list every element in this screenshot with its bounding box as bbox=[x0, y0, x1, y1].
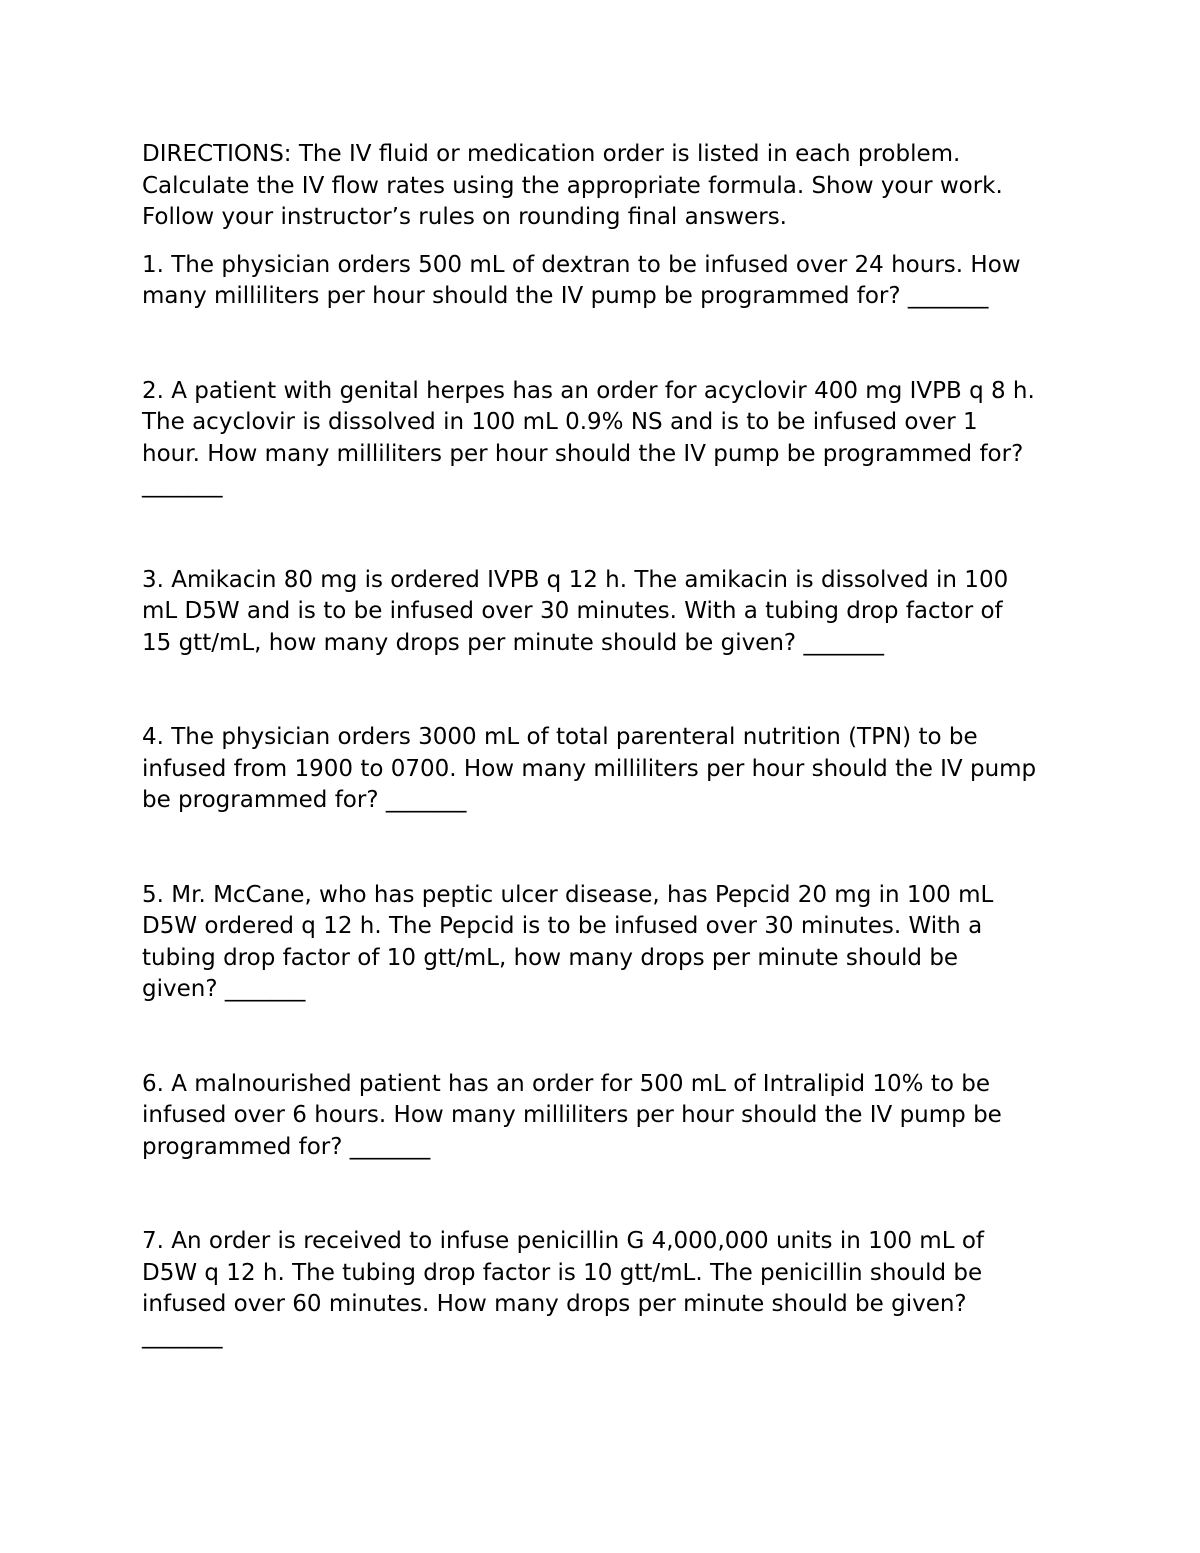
problem-line: hour. How many milliliters per hour should the IV pump be programmed for? bbox=[142, 440, 1024, 467]
problem-line: 1. The physician orders 500 mL of dextran to be infused over 24 hours. How bbox=[142, 251, 1021, 278]
problem-line: be programmed for? _______ bbox=[142, 787, 467, 813]
problem-line: 2. A patient with genital herpes has an order for acyclovir 400 mg IVPB q 8 h. bbox=[142, 377, 1035, 404]
answer-space bbox=[142, 1163, 1072, 1226]
directions-line: Follow your instructor’s rules on rounding final answers. bbox=[142, 204, 787, 230]
problem-7 bbox=[142, 1226, 1072, 1352]
problem-line: 7. An order is received to infuse penicillin G 4,000,000 units in 100 mL of bbox=[142, 1228, 985, 1254]
answer-blank: _______ bbox=[142, 472, 223, 498]
answer-space bbox=[142, 313, 1072, 376]
problem-line: The acyclovir is dissolved in 100 mL 0.9% NS and is to be infused over 1 bbox=[142, 409, 978, 435]
problem-4 bbox=[142, 722, 1072, 817]
problem-line: 15 gtt/mL, how many drops per minute should be given? _______ bbox=[142, 629, 884, 656]
problem-1 bbox=[142, 250, 1072, 313]
problem-6 bbox=[142, 1069, 1072, 1164]
problem-line: 5. Mr. McCane, who has peptic ulcer disease, has Pepcid 20 mg in 100 mL bbox=[142, 881, 994, 908]
directions-paragraph bbox=[142, 139, 1072, 234]
problem-line: infused over 60 minutes. How many drops per minute should be given? bbox=[142, 1291, 967, 1317]
answer-space bbox=[142, 659, 1072, 722]
answer-space bbox=[142, 817, 1072, 880]
problem-line: mL D5W and is to be infused over 30 minutes. With a tubing drop factor of bbox=[142, 598, 1003, 624]
problem-line: 4. The physician orders 3000 mL of total parenteral nutrition (TPN) to be bbox=[142, 724, 978, 750]
problem-line: tubing drop factor of 10 gtt/mL, how many drops per minute should be bbox=[142, 944, 959, 971]
document-body bbox=[142, 139, 1072, 1352]
problem-line: programmed for? _______ bbox=[142, 1133, 431, 1160]
problem-5 bbox=[142, 880, 1072, 1006]
problem-3 bbox=[142, 565, 1072, 660]
problem-line: D5W q 12 h. The tubing drop factor is 10 gtt/mL. The penicillin should be bbox=[142, 1259, 983, 1286]
problem-line: 3. Amikacin 80 mg is ordered IVPB q 12 h. The amikacin is dissolved in 100 bbox=[142, 566, 1009, 593]
answer-space bbox=[142, 502, 1072, 565]
problem-line: given? _______ bbox=[142, 976, 306, 1002]
problem-line: many milliliters per hour should the IV pump be programmed for? _______ bbox=[142, 283, 989, 309]
problem-line: infused over 6 hours. How many milliliters per hour should the IV pump be bbox=[142, 1102, 1002, 1128]
directions-line: Calculate the IV flow rates using the appropriate formula. Show your work. bbox=[142, 172, 1003, 199]
problem-2 bbox=[142, 376, 1072, 502]
directions-line: DIRECTIONS: The IV fluid or medication order is listed in each problem. bbox=[142, 141, 961, 167]
problem-line: 6. A malnourished patient has an order for 500 mL of Intralipid 10% to be bbox=[142, 1070, 990, 1097]
problem-line: infused from 1900 to 0700. How many milliliters per hour should the IV pump bbox=[142, 755, 1037, 782]
problem-line: D5W ordered q 12 h. The Pepcid is to be infused over 30 minutes. With a bbox=[142, 913, 983, 939]
answer-space bbox=[142, 1006, 1072, 1069]
answer-blank: _______ bbox=[142, 1322, 223, 1349]
